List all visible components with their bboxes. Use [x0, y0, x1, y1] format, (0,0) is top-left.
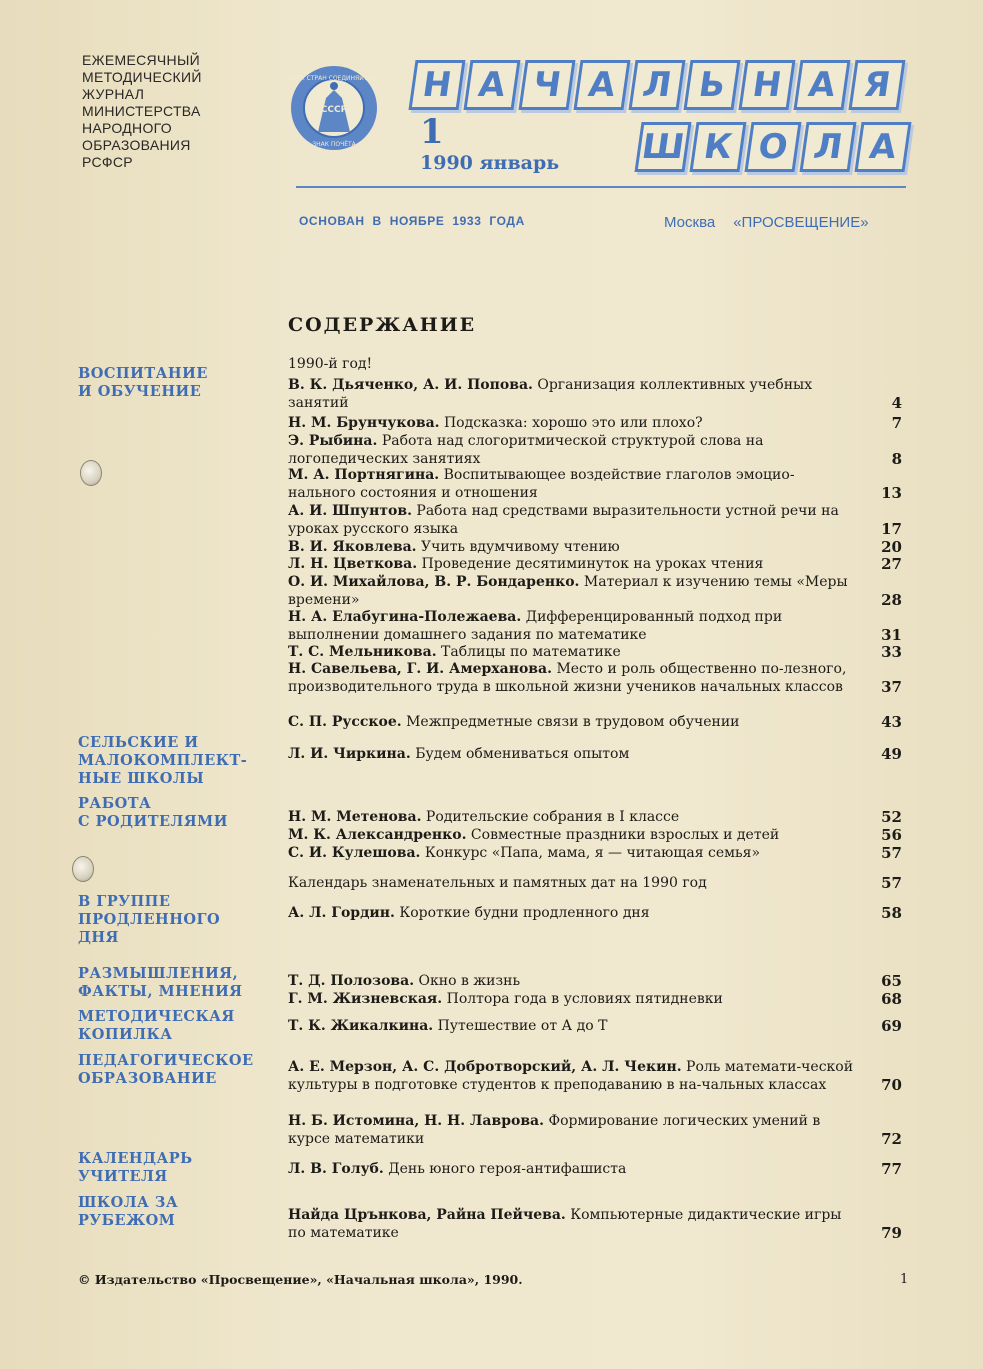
toc-entry: 1990-й год!	[288, 356, 373, 372]
toc-entry: Н. М. Метенова. Родительские собрания в I классе 52	[288, 808, 902, 826]
toc-entry: А. Е. Мерзон, А. С. Добротворский, А. Л. Чекин. Роль математи-ческой культуры в подготовке студентов к преподаванию в на-чальных классах 70	[288, 1059, 902, 1094]
city: Москва	[664, 214, 716, 231]
title-letter: Л	[628, 60, 685, 110]
toc-entry: Т. С. Мельникова. Таблицы по математике 33	[288, 643, 902, 661]
toc-entry: О. И. Михайлова, В. Р. Бондаренко. Материал к изучению темы «Меры времени» 28	[288, 574, 902, 609]
title-letter: Ч	[518, 60, 575, 110]
toc-entry: А. И. Шпунтов. Работа над средствами выразительности устной речи на уроках русского языка 17	[288, 503, 902, 538]
publisher-line: РСФСР	[82, 154, 133, 170]
emblem-center-text: СССР	[320, 105, 348, 115]
toc-entry: Т. Д. Полозова. Окно в жизнь 65	[288, 972, 902, 990]
toc-entry: Г. М. Жизневская. Полтора года в условиях пятидневки 68	[288, 990, 902, 1008]
emblem-bottom-text: ЗНАК ПОЧЁТА	[312, 141, 356, 148]
title-letter: К	[689, 122, 746, 172]
page-number: 1	[900, 1272, 909, 1287]
title-letter: Я	[848, 60, 905, 110]
toc-entry: М. А. Портнягина. Воспитывающее воздействие глаголов эмоцио-нального состояния и отношения 13	[288, 467, 902, 502]
toc-entry: Н. М. Брунчукова. Подсказка: хорошо это или плохо? 7	[288, 414, 902, 432]
toc-entry: В. К. Дьяченко, А. И. Попова. Организация коллективных учебных занятий 4	[288, 377, 902, 412]
toc-entry: С. П. Русское. Межпредметные связи в трудовом обучении 43	[288, 713, 902, 731]
issue-date: 1990 январь	[420, 152, 560, 174]
title-letter: А	[793, 60, 850, 110]
toc-entry: Э. Рыбина. Работа над слогоритмической структурой слова на логопедических занятиях 8	[288, 433, 902, 468]
section-label: ВОСПИТАНИЕ И ОБУЧЕНИЕ	[78, 365, 208, 400]
publisher-name: «ПРОСВЕЩЕНИЕ»	[733, 214, 869, 231]
punch-hole	[80, 460, 102, 486]
footer-copyright: © Издательство «Просвещение», «Начальная школа», 1990.	[78, 1272, 523, 1287]
badge-of-honour-emblem-icon	[288, 62, 380, 154]
section-label: В ГРУППЕ ПРОДЛЕННОГО ДНЯ	[78, 893, 221, 946]
publisher-line: ОБРАЗОВАНИЯ	[82, 137, 191, 153]
city-publisher	[664, 214, 869, 231]
title-line-1	[412, 60, 902, 110]
title-letter: Н	[738, 60, 795, 110]
publisher-line: НАРОДНОГО	[82, 120, 172, 136]
toc-entry: Н. А. Елабугина-Полежаева. Дифференцированный подход при выполнении домашнего задания по математике 31	[288, 609, 902, 644]
section-label: СЕЛЬСКИЕ И МАЛОКОМПЛЕКТ- НЫЕ ШКОЛЫ	[78, 734, 248, 787]
publisher-line: ЕЖЕМЕСЯЧНЫЙ	[82, 52, 201, 68]
title-letter: А	[573, 60, 630, 110]
title-letter: О	[744, 122, 801, 172]
masthead-rule	[296, 186, 906, 188]
emblem-top-text: ВСЕХ СТРАН СОЕДИНЯЙТЕСЬ	[288, 75, 380, 82]
toc-entry: М. К. Александренко. Совместные праздники взрослых и детей 56	[288, 826, 902, 844]
section-label: ШКОЛА ЗА РУБЕЖОМ	[78, 1194, 179, 1229]
publisher-line: ЖУРНАЛ	[82, 86, 145, 102]
toc-entry: Календарь знаменательных и памятных дат на 1990 год 57	[288, 874, 902, 892]
title-letter: Ш	[634, 122, 691, 172]
toc-entry: Л. В. Голуб. День юного героя-антифашиста 77	[288, 1160, 902, 1178]
section-label: КАЛЕНДАРЬ УЧИТЕЛЯ	[78, 1150, 193, 1185]
title-line-2	[638, 122, 908, 172]
section-label: РАБОТА С РОДИТЕЛЯМИ	[78, 795, 228, 830]
section-label: ПЕДАГОГИЧЕСКОЕ ОБРАЗОВАНИЕ	[78, 1052, 254, 1087]
title-letter: Л	[799, 122, 856, 172]
section-label: РАЗМЫШЛЕНИЯ, ФАКТЫ, МНЕНИЯ	[78, 965, 243, 1000]
publisher-block	[82, 52, 282, 171]
title-letter: Н	[408, 60, 465, 110]
publisher-line: МЕТОДИЧЕСКИЙ	[82, 69, 202, 85]
section-label: МЕТОДИЧЕСКАЯ КОПИЛКА	[78, 1008, 235, 1043]
punch-hole	[72, 856, 94, 882]
contents-heading: СОДЕРЖАНИЕ	[288, 314, 477, 336]
toc-entry: Т. К. Жикалкина. Путешествие от А до Т 69	[288, 1017, 902, 1035]
title-letter: А	[854, 122, 911, 172]
issue-number: 1	[420, 112, 444, 152]
toc-entry: Н. Б. Истомина, Н. Н. Лаврова. Формирование логических умений в курсе математики 72	[288, 1113, 902, 1148]
title-letter: Ь	[683, 60, 740, 110]
title-letter: А	[463, 60, 520, 110]
founded-text: ОСНОВАН В НОЯБРЕ 1933 ГОДА	[299, 214, 525, 228]
toc-entry: Н. Савельева, Г. И. Амерханова. Место и роль общественно по-лезного, производительного труда в школьной жизни учеников начальных классов 37	[288, 661, 902, 696]
toc-entry: Найда Црънкова, Райна Пейчева. Компьютерные дидактические игры по математике 79	[288, 1207, 902, 1242]
toc-entry: Л. Н. Цветкова. Проведение десятиминуток на уроках чтения 27	[288, 555, 902, 573]
toc-entry: С. И. Кулешова. Конкурс «Папа, мама, я — читающая семья» 57	[288, 844, 902, 862]
toc-entry: В. И. Яковлева. Учить вдумчивому чтению 20	[288, 538, 902, 556]
toc-entry: Л. И. Чиркина. Будем обмениваться опытом 49	[288, 745, 902, 763]
publisher-line: МИНИСТЕРСТВА	[82, 103, 201, 119]
toc-entry: А. Л. Гордин. Короткие будни продленного дня 58	[288, 904, 902, 922]
